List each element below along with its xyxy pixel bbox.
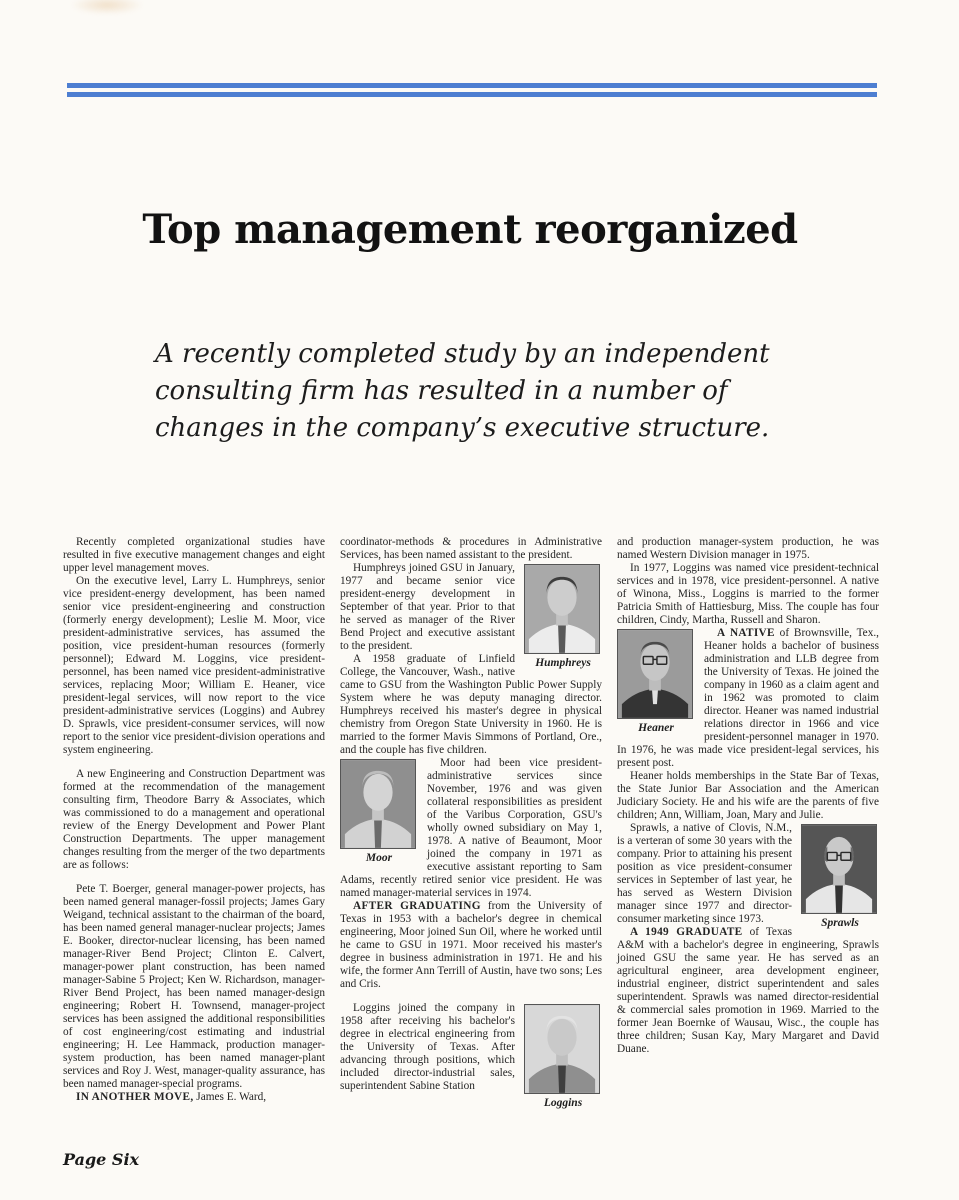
bold-leadin: AFTER GRADUATING — [353, 900, 481, 912]
heaner-photo — [617, 629, 693, 719]
heaner-figure — [617, 629, 695, 735]
masthead-rules — [67, 83, 877, 97]
paragraph-text: James E. Ward, — [193, 1091, 267, 1103]
paragraph — [617, 926, 879, 1056]
blue-rule-bottom — [67, 92, 877, 97]
paragraph — [63, 1091, 325, 1104]
moor-figure — [340, 759, 418, 865]
body-column-3 — [617, 536, 879, 1156]
sprawls-figure — [801, 824, 879, 930]
paragraph-text: of Texas A&M with a bachelor's degree in engineering, Sprawls joined GSU the same year. He has served as an agricultural engineer, area development engineer, industrial engineer, district superintendent and sales superintendent. Sprawls was named director-residential & commercial sales promotion in 1969. Married to the former Jean Boernke of Wausau, Wisc., the couple has three children; Susan Kay, Mary Margaret and David Duane. — [617, 926, 879, 1055]
paragraph: A new Engineering and Construction Department was formed at the recommendation of the management consulting firm, Theodore Barry & Associates, which was commissioned to do a management and operational review of the Energy Development and Power Plant Construction Departments. The upper management changes resulting from the merger of the two departments are as follows: — [63, 768, 325, 871]
humphreys-caption: Humphreys — [535, 657, 591, 669]
deck-line-3: changes in the company’s executive structure. — [155, 413, 770, 443]
paragraph — [340, 757, 602, 900]
paragraph-text: from the University of Texas in 1953 with a bachelor's degree in chemical engineering, Moor joined Sun Oil, where he worked until he came to GSU in 1971. Moor received his master's degree in business administration in 1971. He and his wife, the former Ann Terrill of Austin, have two sons; Les and Cris. — [340, 900, 602, 990]
moor-caption: Moor — [365, 852, 393, 864]
loggins-caption: Loggins — [543, 1097, 583, 1109]
scan-smudge — [72, 0, 142, 14]
sprawls-caption: Sprawls — [821, 917, 859, 929]
heaner-caption: Heaner — [638, 722, 674, 734]
paragraph-text: Sprawls, a native of Clovis, N.M., is a verteran of some 30 years with the company. Prior to attaining his present position as vice president-consumer services in September of last year, he has served as Western Division manager since 1977 and director-consumer marketing since 1973. — [617, 822, 792, 925]
body-column-1 — [63, 536, 325, 1156]
page-title: Top management reorganized — [142, 206, 798, 253]
paragraph — [617, 627, 879, 770]
page-number: Page Six — [63, 1150, 140, 1169]
paragraph: coordinator-methods & procedures in Administrative Services, has been named assistant to the president. — [340, 536, 602, 561]
paragraph-text: Moor had been vice president-administrative services since November, 1976 and was given collateral responsibilities as president of the Varibus Corporation, GSU's wholly owned subsidiary on May 1, 1978. A native of Beaumont, Moor joined the company in 1971 as executive assistant reporting to Sam Adams, recently retired senior vice president. He was named manager-material services in 1974. — [340, 757, 602, 899]
sprawls-photo — [801, 824, 877, 914]
body-column-2 — [340, 536, 602, 1156]
humphreys-figure — [524, 564, 602, 670]
paragraph-text: Loggins joined the company in 1958 after receiving his bachelor's degree in electrical engineering from the University of Texas. After advancing through positions, which included director-industrial sales, superintendent Sabine Station — [340, 1002, 515, 1092]
paragraph: Pete T. Boerger, general manager-power projects, has been named general manager-fossil projects; James Gary Weigand, technical assistant to the chairman of the board, has been named general manager-nuclear projects; James E. Booker, director-nuclear licensing, has been named manager-River Bend Project; Clinton E. Calvert, manager-power plant construction, has been named manager-Sabine 5 Project; Ken W. Richardson, manager-River Bend Project, has been named manager-design engineering; Robert H. Townsend, manager-project services has been assigned the additional responsibilities of cost engineering/cost estimating and industrial engineering; H. Lee Hammack, production manager-system production, has been named manager-plant services and Roy J. West, manager-quality assurance, has been named manager-special programs. — [63, 883, 325, 1090]
paragraph: On the executive level, Larry L. Humphreys, senior vice president-energy development, has been named senior vice president-engineering and construction (formerly energy development); Leslie M. Moor, vice president-administrative services, has assumed the position, vice president-human resources (formerly personnel); Edward M. Loggins, vice president-personnel, has been named vice president-administrative services, replacing Moor; William E. Heaner, vice president-legal services, will now report to the vice president-administrative services (Loggins) and Aubrey D. Sprawls, vice president-consumer services, will now report to the senior vice president-division operations and system engineering. — [63, 575, 325, 756]
paragraph — [340, 562, 602, 669]
loggins-figure — [524, 1004, 602, 1110]
paragraph: and production manager-system production, he was named Western Division manager in 1975. — [617, 536, 879, 561]
deck-line-2: consulting firm has resulted in a number of — [155, 376, 728, 406]
bold-leadin: A NATIVE — [717, 627, 775, 639]
humphreys-photo — [524, 564, 600, 654]
paragraph: A 1958 graduate of Linfield College, the Vancouver, Wash., native came to GSU from the Washington Public Power Supply System where he was deputy managing director. Humphreys received his master's degree in physical chemistry from Oregon State University in 1960. He is married to the former Mavis Simmons of Portland, Ore., and the couple has five children. — [340, 653, 602, 756]
deck-paragraph — [155, 336, 775, 447]
paragraph-text: of Brownsville, Tex., Heaner holds a bachelor of business administration and LLB degree from the University of Texas. He joined the company in 1960 as a claim agent and in 1962 was promoted to claim director. Heaner was named industrial relations director in 1966 and vice president-personnel manager in 1970. In 1976, he was made vice president-legal services, his present post. — [617, 627, 879, 769]
bold-leadin: IN ANOTHER MOVE, — [76, 1091, 194, 1103]
bold-leadin: A 1949 GRADUATE — [630, 926, 743, 938]
paragraph: Heaner holds memberships in the State Bar of Texas, the State Junior Bar Association and the American Judiciary Society. He and his wife are the parents of five children; Ann, William, Joan, Mary and Julie. — [617, 770, 879, 821]
paragraph: Recently completed organizational studies have resulted in five executive management changes and eight upper level management moves. — [63, 536, 325, 574]
paragraph: In 1977, Loggins was named vice president-technical services and in 1978, vice president-personnel. A native of Winona, Miss., Loggins is married to the former Patricia Smith of Hattiesburg, Miss. The couple has four children, Cindy, Martha, Russell and Sharon. — [617, 562, 879, 626]
paragraph — [617, 822, 879, 929]
paragraph — [340, 1002, 602, 1109]
moor-photo — [340, 759, 416, 849]
paragraph-text: Humphreys joined GSU in January, 1977 and became senior vice president-energy development in September of that year. Prior to that he served as manager of the River Bend Project and executive assistant to the president. — [340, 562, 515, 652]
blue-rule-top — [67, 83, 877, 88]
deck-line-1: A recently completed study by an independent — [155, 339, 770, 369]
loggins-photo — [524, 1004, 600, 1094]
paragraph — [340, 900, 602, 991]
